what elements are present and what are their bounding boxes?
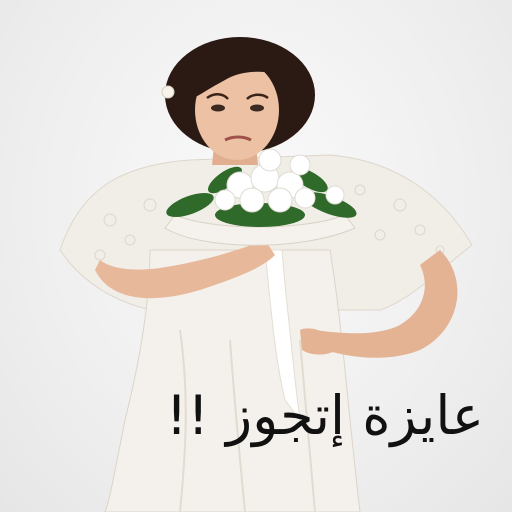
left-eye xyxy=(211,105,225,112)
hair-flower xyxy=(162,86,174,98)
right-eye xyxy=(250,105,264,112)
poster-title: عايزة إتجوز !! xyxy=(165,384,484,447)
